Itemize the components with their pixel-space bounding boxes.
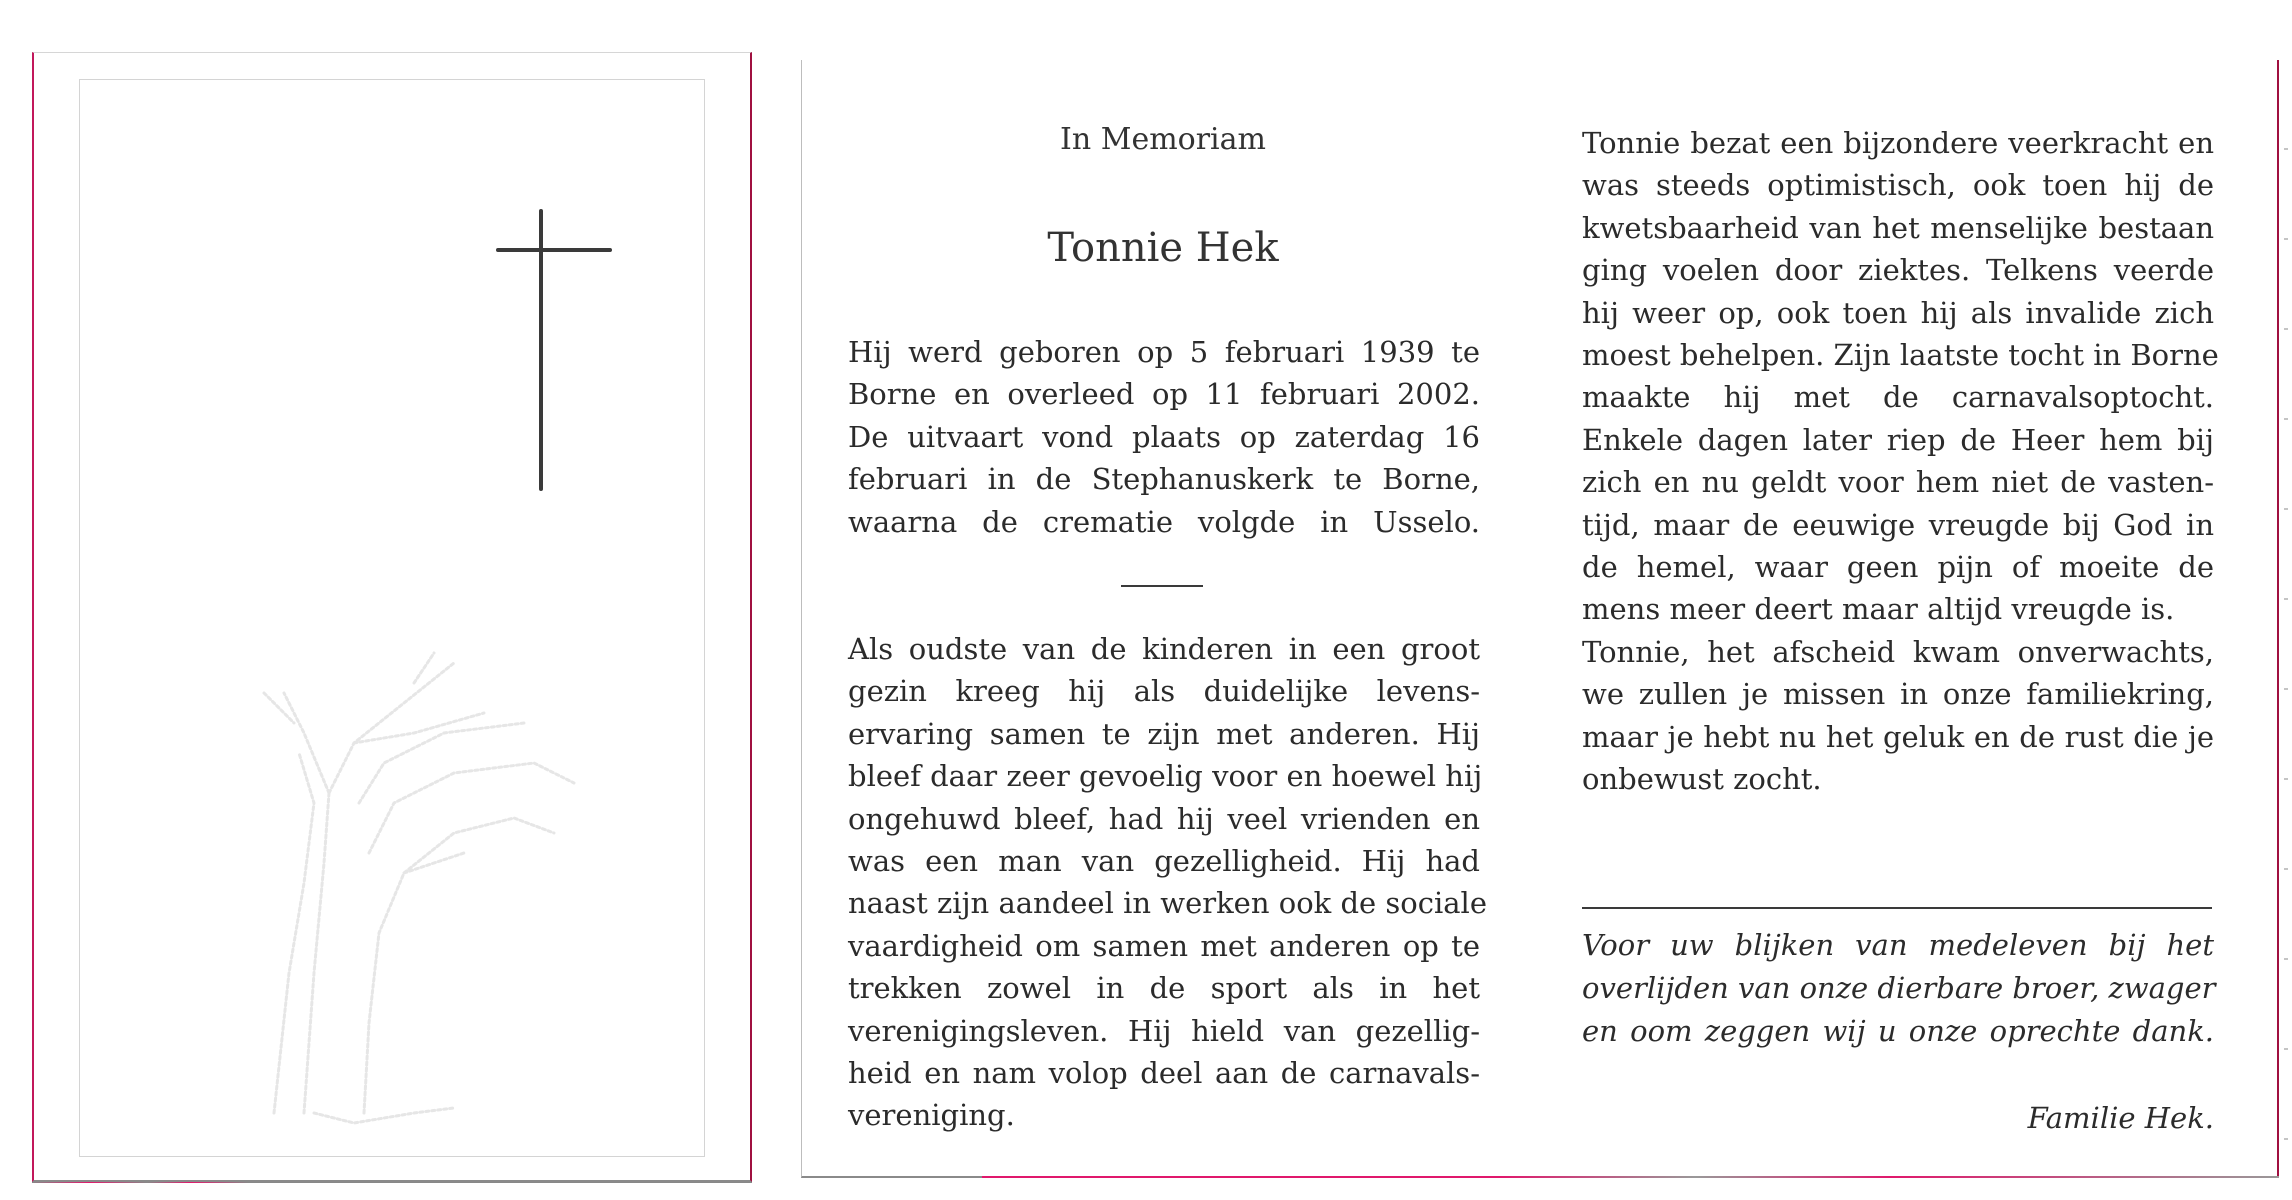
text-line: De uitvaart vond plaats op zaterdag 16 — [848, 419, 1480, 454]
text-line: ongehuwd bleef, had hij veel vrienden en — [848, 801, 1480, 836]
tribute-paragraph — [1582, 122, 2219, 801]
text-line: overlijden van onze dierbare broer, zwager — [1582, 971, 2216, 1005]
text-line: Enkele dagen later riep de Heer hem bij — [1582, 422, 2214, 457]
text-line: naast zijn aandeel in werken ook de sociale — [848, 886, 1487, 921]
card-edge-marks — [2284, 60, 2288, 1160]
text-line: ervaring samen te zijn met anderen. Hij — [848, 716, 1480, 751]
family-signature: Familie Hek. — [2027, 1101, 2214, 1135]
text-line: trekken zowel in de sport als in het — [848, 971, 1480, 1006]
text-line: Voor uw blijken van medeleven bij het — [1582, 928, 2214, 962]
text-line: gezin kreeg hij als duidelijke levens- — [848, 674, 1480, 709]
text-line: maar je hebt nu het geluk en de rust die je — [1582, 719, 2214, 754]
card-front — [32, 52, 752, 1182]
text-line: zich en nu geldt voor hem niet de vasten- — [1582, 465, 2214, 500]
text-line: Borne en overleed op 11 februari 2002. — [848, 377, 1480, 412]
text-line: bleef daar zeer gevoelig voor en hoewel hij — [848, 759, 1483, 794]
text-line: waarna de crematie volgde in Usselo. — [848, 504, 1480, 539]
in-memoriam-heading: In Memoriam — [1060, 122, 1266, 157]
tree-icon — [154, 643, 634, 1143]
text-line: en oom zeggen wij u onze oprechte dank. — [1582, 1014, 2214, 1048]
deceased-name: Tonnie Hek — [1047, 225, 1279, 271]
text-line: maakte hij met de carnavalsoptocht. — [1582, 380, 2214, 415]
text-line: Tonnie bezat een bijzondere veerkracht en — [1582, 126, 2214, 160]
text-line: was steeds optimistisch, ook toen hij de — [1582, 168, 2214, 203]
short-divider — [1121, 585, 1203, 587]
text-line: mens meer deert maar altijd vreugde is. — [1582, 592, 2175, 627]
text-line: de hemel, waar geen pijn of moeite de — [1582, 550, 2214, 585]
text-line: we zullen je missen in onze familiekring, — [1582, 677, 2214, 712]
text-line: hij weer op, ook toen hij als invalide zich — [1582, 295, 2214, 330]
cross-icon-crossbar — [496, 248, 612, 252]
text-line: kwetsbaarheid van het menselijke bestaan — [1582, 210, 2214, 245]
text-line: Tonnie, het afscheid kwam onverwachts, — [1582, 634, 2214, 669]
text-line: heid en nam volop deel aan de carnavals- — [848, 1056, 1480, 1091]
biography-paragraph-2 — [848, 628, 1487, 1137]
text-line: Hij werd geboren op 5 februari 1939 te — [848, 335, 1480, 369]
text-line: vereniging. — [848, 1098, 1015, 1133]
text-line: Als oudste van de kinderen in een groot — [848, 632, 1480, 666]
thank-you-note — [1582, 924, 2214, 1053]
text-line: moest behelpen. Zijn laatste tocht in Borne — [1582, 338, 2219, 373]
text-line: was een man van gezelligheid. Hij had — [848, 844, 1480, 879]
text-line: ging voelen door ziektes. Telkens veerde — [1582, 253, 2214, 288]
text-line: tijd, maar de eeuwige vreugde bij God in — [1582, 507, 2214, 542]
biography-paragraph-1 — [848, 331, 1480, 543]
text-line: onbewust zocht. — [1582, 762, 1822, 797]
section-rule — [1582, 907, 2212, 909]
text-line: vaardigheid om samen met anderen op te — [848, 928, 1480, 963]
text-line: verenigingsleven. Hij hield van gezellig- — [848, 1013, 1480, 1048]
text-line: februari in de Stephanuskerk te Borne, — [848, 462, 1480, 497]
